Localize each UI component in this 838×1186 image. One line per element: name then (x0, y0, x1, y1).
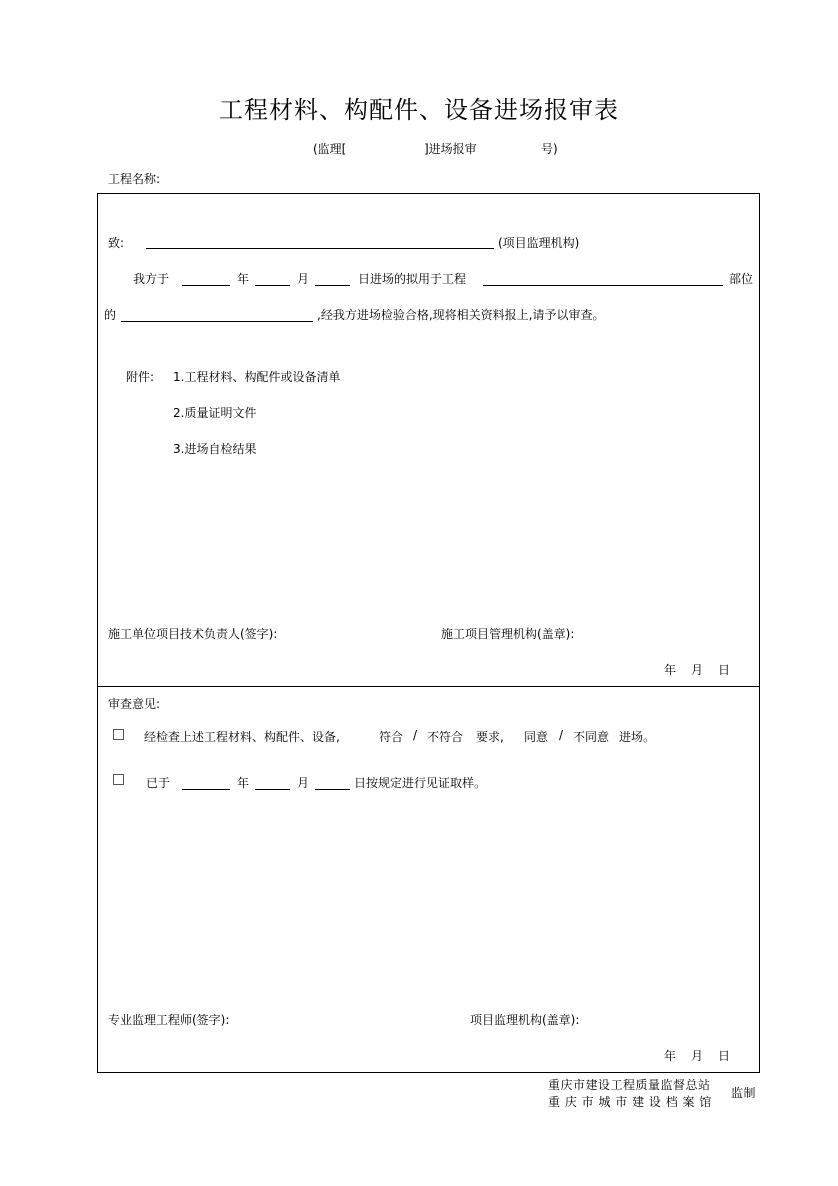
option-slash: / (413, 728, 418, 742)
footer-line1: 重庆市建设工程质量监督总站 (548, 1078, 711, 1092)
attachment-item: 3.进场自检结果 (173, 442, 257, 456)
day-blank[interactable] (315, 285, 350, 286)
attachment-item: 1.工程材料、构配件或设备清单 (173, 370, 341, 384)
date-month: 月 (691, 663, 704, 677)
option-enter: 进场。 (619, 730, 656, 744)
option-slash: / (559, 728, 564, 742)
sample-day-blank[interactable] (315, 789, 350, 790)
attachments-label: 附件: (126, 370, 155, 384)
option2-text2: 日按规定进行见证取样。 (354, 776, 487, 790)
date-year: 年 (664, 663, 677, 677)
year-blank[interactable] (182, 285, 230, 286)
option2-month: 月 (297, 776, 310, 790)
date-year: 年 (664, 1049, 677, 1063)
line1-month: 月 (297, 272, 310, 286)
line1-text2: 日进场的拟用于工程 (358, 272, 467, 286)
line1-year: 年 (237, 272, 250, 286)
line2-text2: ,经我方进场检验合格,现将相关资料报上,请予以审查。 (317, 308, 605, 322)
page-title: 工程材料、构配件、设备进场报审表 (219, 96, 619, 124)
option-requirement: 要求, (476, 730, 504, 744)
supervision-org-label: 项目监理机构(盖章): (470, 1013, 580, 1027)
line2-text1: 的 (104, 308, 117, 322)
option1-text: 经检查上述工程材料、构配件、设备, (144, 730, 340, 744)
option-not-conform[interactable]: 不符合 (427, 730, 464, 744)
sample-year-blank[interactable] (182, 789, 230, 790)
date-month: 月 (691, 1049, 704, 1063)
date-day: 日 (718, 663, 731, 677)
month-blank[interactable] (255, 285, 290, 286)
supervision-org-blank[interactable] (146, 248, 494, 249)
to-suffix: (项目监理机构) (498, 236, 580, 250)
option2-checkbox[interactable] (113, 774, 124, 785)
line1-text3: 部位 (729, 272, 754, 286)
opinion-label: 审查意见: (108, 697, 161, 711)
project-blank[interactable] (483, 285, 723, 286)
line1-text1: 我方于 (133, 272, 170, 286)
to-label: 致: (108, 236, 125, 250)
footer-suffix: 监制 (731, 1086, 757, 1100)
subtitle-suffix: 号) (541, 142, 558, 156)
option2-year: 年 (237, 776, 250, 790)
option-disagree[interactable]: 不同意 (573, 730, 610, 744)
project-name-label: 工程名称: (108, 172, 161, 186)
option-agree[interactable]: 同意 (524, 730, 549, 744)
date-day: 日 (718, 1049, 731, 1063)
contractor-org-label: 施工项目管理机构(盖章): (441, 627, 575, 641)
location-blank[interactable] (121, 321, 313, 322)
contractor-signer-label: 施工单位项目技术负责人(签字): (108, 627, 278, 641)
option-conform[interactable]: 符合 (379, 730, 404, 744)
option1-checkbox[interactable] (113, 729, 124, 740)
engineer-signer-label: 专业监理工程师(签字): (108, 1013, 230, 1027)
option2-text1: 已于 (146, 776, 171, 790)
footer-line2: 重 庆 市 城 市 建 设 档 案 馆 (548, 1095, 712, 1109)
subtitle-middle: ]进场报审 (424, 142, 477, 156)
sample-month-blank[interactable] (255, 789, 290, 790)
attachment-item: 2.质量证明文件 (173, 406, 257, 420)
subtitle-prefix: (监理[ (313, 142, 347, 156)
